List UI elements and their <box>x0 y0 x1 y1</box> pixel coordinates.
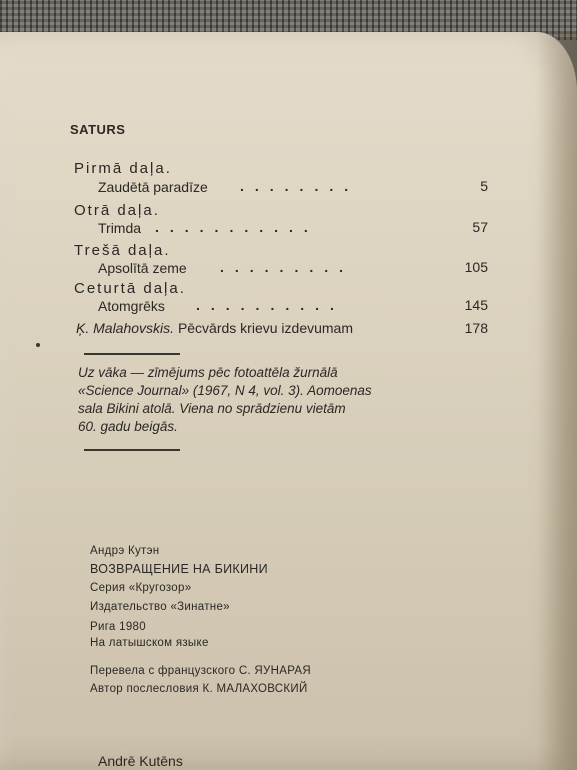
imprint-author: Андрэ Кутэн <box>90 545 160 557</box>
toc-leader-dots: ........... <box>155 219 319 235</box>
toc-leader-dots: ......... <box>220 259 355 275</box>
footer-author: Andrē Kutēns <box>98 753 183 769</box>
cover-note-line-1: Uz vāka — zīmējums pēc fotoattēla žurnālā <box>78 365 338 380</box>
imprint-translator: Перевела с французского С. ЯУНАРАЯ <box>90 665 311 677</box>
divider-bottom <box>84 449 180 451</box>
afterword-page: 178 <box>464 320 488 336</box>
imprint-afterword-author: Автор послесловия К. МАЛАХОВСКИЙ <box>90 683 308 695</box>
toc-chapter-4: Atomgrēks <box>98 298 165 314</box>
imprint-series: Серия «Кругозор» <box>90 582 192 594</box>
book-page <box>0 32 577 770</box>
imprint-language: На латышском языке <box>90 637 209 649</box>
cover-note-line-4: 60. gadu beigās. <box>78 419 178 434</box>
toc-part-3: Trešā daļa. <box>74 242 171 259</box>
toc-chapter-2: Trimda <box>98 220 142 236</box>
toc-leader-dots: ........ <box>240 178 360 194</box>
toc-page-3: 105 <box>464 259 488 275</box>
toc-page-1: 5 <box>480 178 488 194</box>
imprint-publisher: Издательство «Зинатне» <box>90 601 230 613</box>
toc-chapter-1: Zaudētā paradīze <box>98 179 208 195</box>
cover-note-line-3: sala Bikini atolā. Viena no sprādzienu vietām <box>78 401 346 416</box>
contents-heading: SATURS <box>70 122 126 137</box>
imprint-title: ВОЗВРАЩЕНИЕ НА БИКИНИ <box>90 562 268 576</box>
afterword-title: Pēcvārds krievu izdevumam <box>177 320 353 336</box>
afterword-author: Ķ. Malahovskis. <box>76 320 175 336</box>
toc-leader-dots: .......... <box>196 297 345 313</box>
toc-part-4: Ceturtā daļa. <box>74 280 186 297</box>
toc-page-4: 145 <box>464 297 488 313</box>
afterword-line <box>76 320 353 336</box>
toc-part-1: Pirmā daļa. <box>74 160 172 177</box>
ink-spot <box>36 343 40 347</box>
divider-top <box>84 353 180 355</box>
toc-page-2: 57 <box>472 219 488 235</box>
cover-note-line-2: «Science Journal» (1967, N 4, vol. 3). Aomoenas <box>78 383 372 398</box>
toc-part-2: Otrā daļa. <box>74 202 160 219</box>
imprint-city-year: Рига 1980 <box>90 621 146 633</box>
toc-chapter-3: Apsolītā zeme <box>98 260 187 276</box>
